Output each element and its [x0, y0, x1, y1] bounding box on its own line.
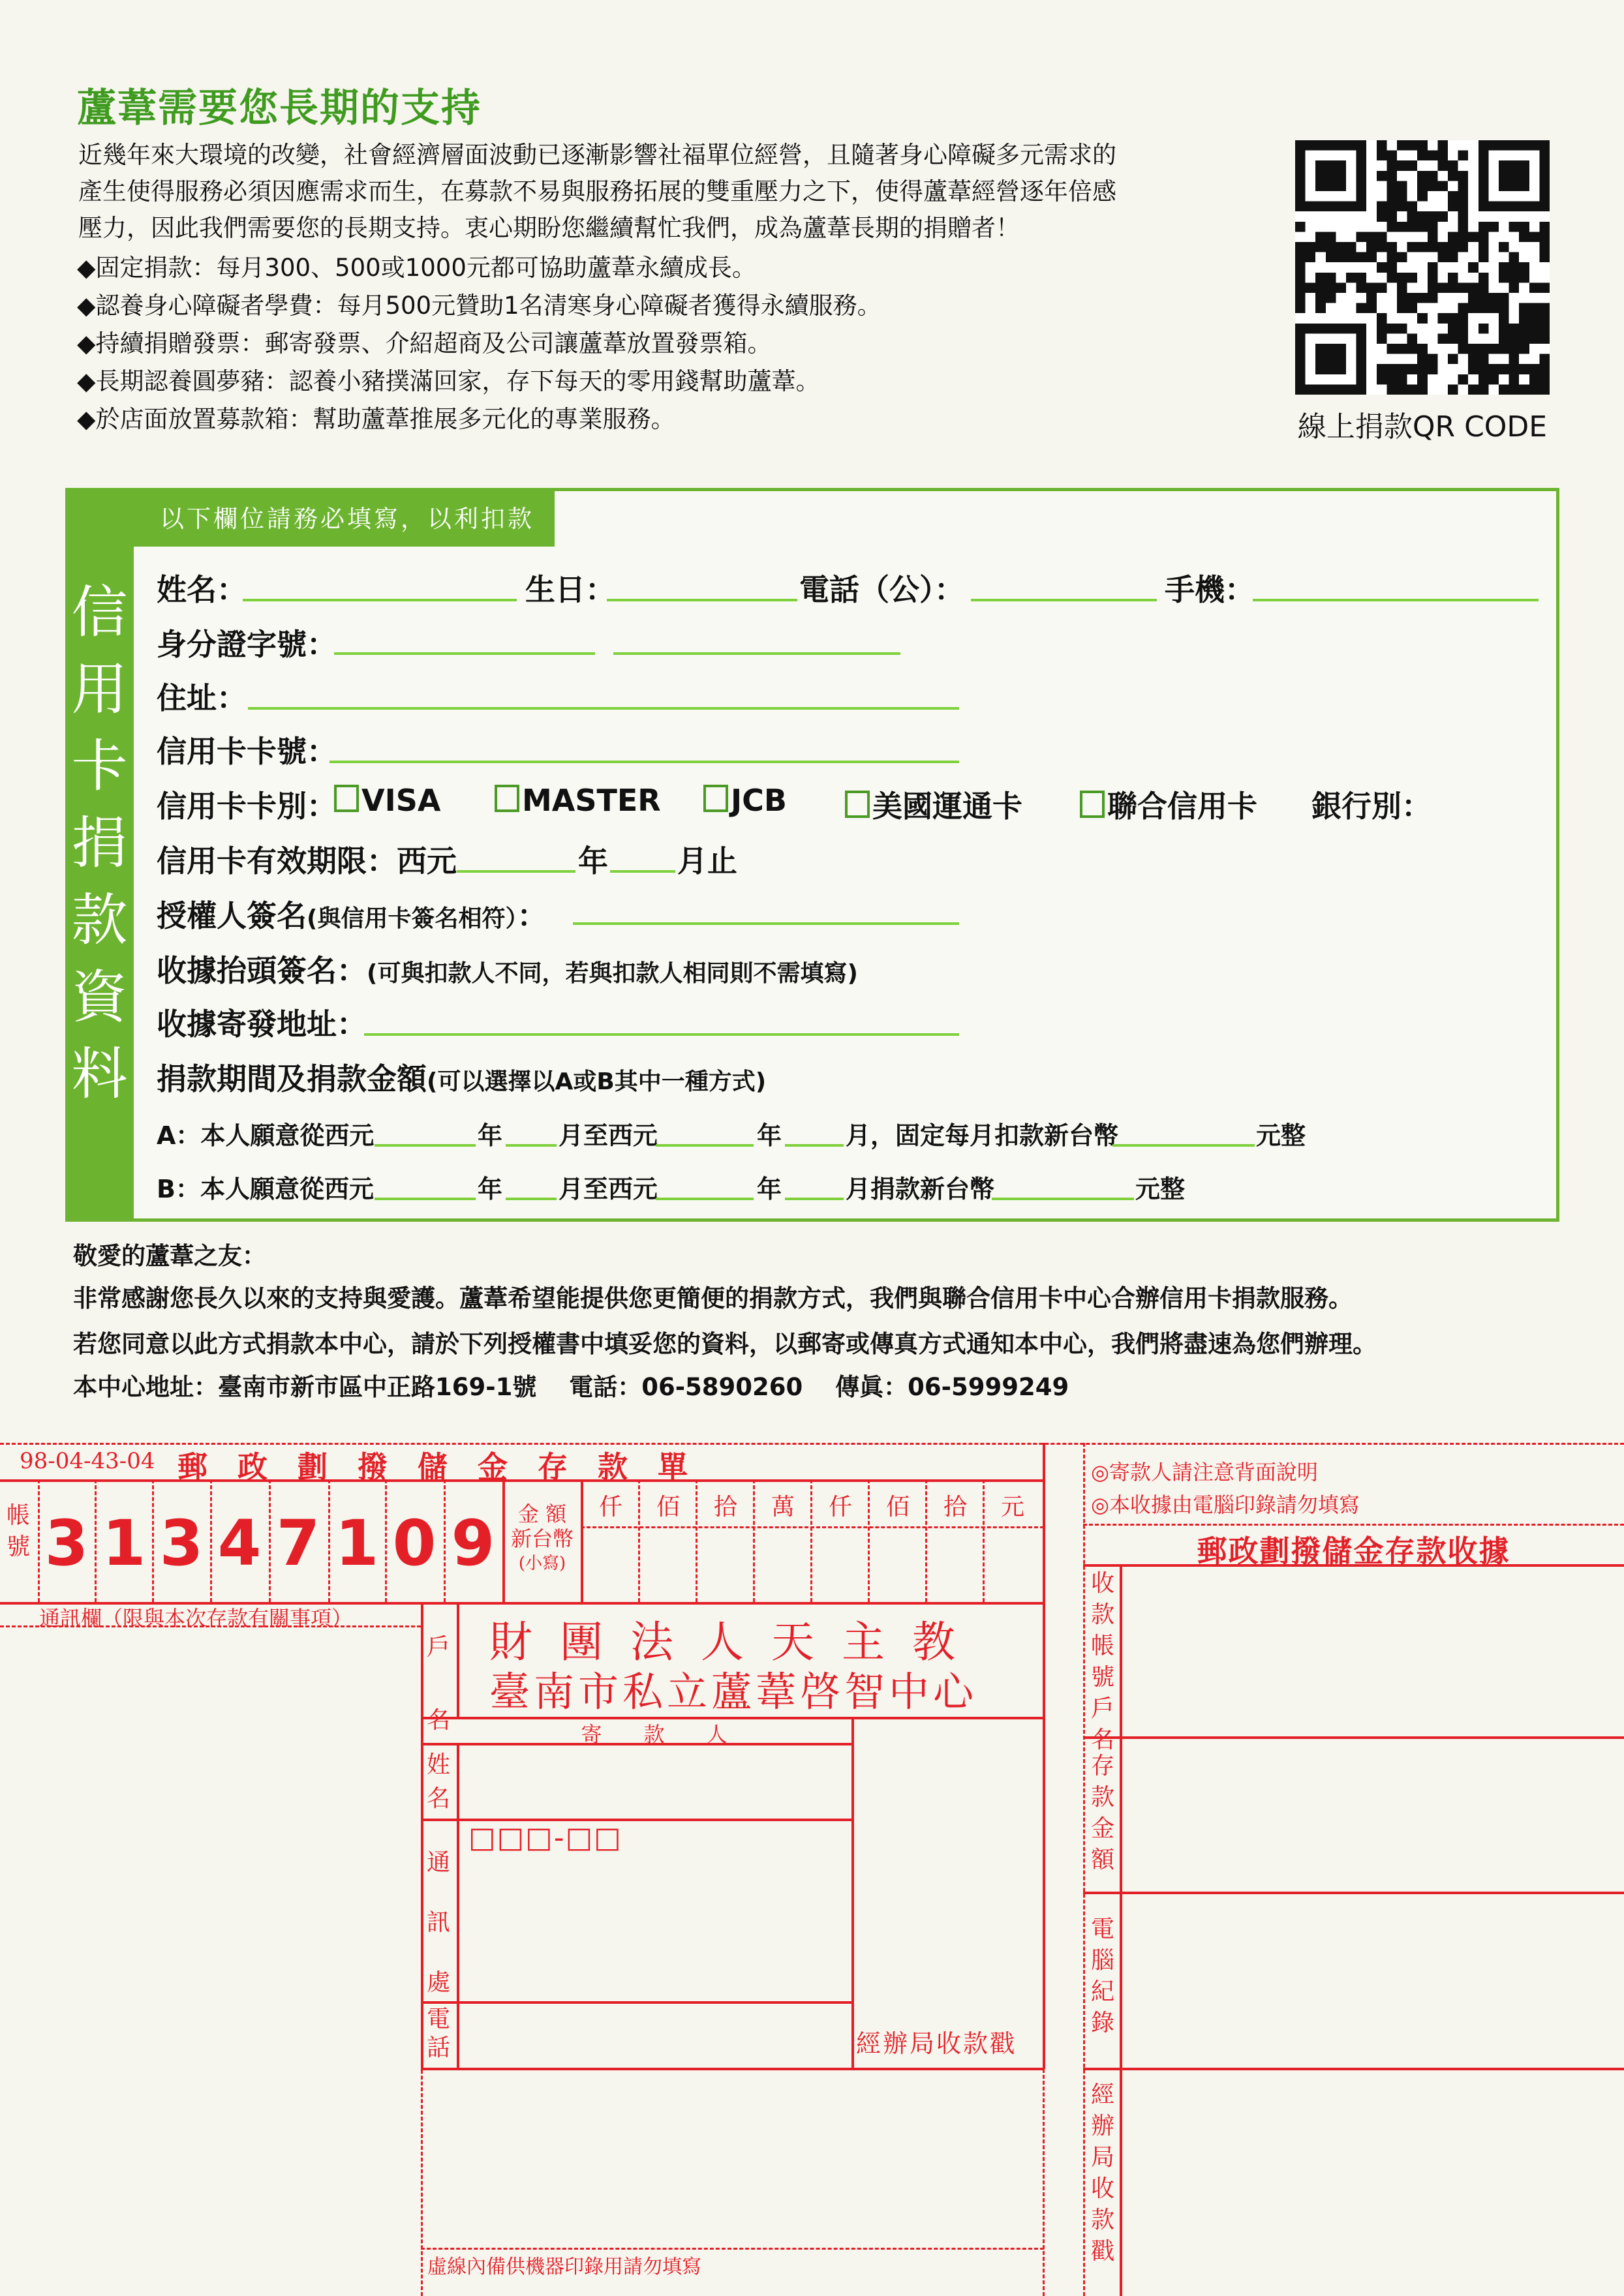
- postal-code-boxes[interactable]: □□□-□□: [468, 1821, 622, 1854]
- slip-line: [1083, 1443, 1085, 2296]
- slip-line: [638, 1479, 640, 1602]
- mobile-label: 手機：: [1165, 572, 1255, 607]
- slip-line: [1083, 1736, 1624, 1739]
- card-number-field[interactable]: [329, 761, 959, 763]
- slip-line: [502, 1479, 505, 1602]
- slip-line: [457, 1743, 459, 2069]
- checkbox[interactable]: [334, 785, 359, 812]
- expiry-year-field[interactable]: [457, 870, 575, 873]
- receipt-title-label: 收據抬頭簽名：(可與扣款人不同，若與扣款人相同則不需填寫): [157, 953, 858, 988]
- list-item: ◆持續捐贈發票：郵寄發票、介紹超商及公司讓蘆葦放置發票箱。: [77, 329, 772, 357]
- bank-label: 銀行別：: [1311, 789, 1432, 824]
- option-a-year-label: 年: [478, 1121, 503, 1150]
- name-label: 姓名：: [157, 572, 247, 607]
- id-number-field[interactable]: [334, 652, 595, 655]
- payee-label: 戶 名: [426, 1634, 450, 1734]
- slip-line: [421, 2068, 1044, 2070]
- option-a-year-label-2: 年: [757, 1121, 782, 1150]
- support-options-list: [77, 249, 881, 438]
- option-b-year-label: 年: [478, 1175, 503, 1203]
- signature-field[interactable]: [573, 922, 959, 925]
- option-a-amount-field[interactable]: [1112, 1144, 1255, 1147]
- sender-name-label: 姓 名: [426, 1751, 450, 1812]
- letter-line: 非常感謝您長久以來的支持與愛護。蘆葦希望能提供您更簡便的捐款方式，我們與聯合信用卡中心合辦信用卡捐款服務。: [73, 1284, 1353, 1312]
- machine-note: 虛線內備供機器印錄用請勿填寫: [427, 2256, 701, 2278]
- qr-code-label: 線上捐款QR CODE: [1297, 410, 1548, 444]
- slip-line: [0, 1479, 1044, 1482]
- slip-line: [581, 1526, 1044, 1528]
- address-field[interactable]: [248, 707, 959, 710]
- amount-unit: 萬: [771, 1494, 795, 1520]
- option-a-text: A：本人願意從西元: [157, 1121, 375, 1150]
- letter-greeting: 敬愛的蘆葦之友：: [73, 1242, 266, 1270]
- amount-unit: 元: [1000, 1494, 1024, 1520]
- slip-line: [421, 1602, 423, 2069]
- address-label: 住址：: [157, 680, 247, 716]
- amount-unit: 仟: [598, 1494, 622, 1520]
- expiry-month-field[interactable]: [610, 870, 675, 873]
- receipt-note: ◎寄款人請注意背面說明: [1091, 1460, 1318, 1485]
- receipt-account-label: 收 款 帳 號 戶 名: [1090, 1570, 1114, 1753]
- checkbox[interactable]: [1080, 791, 1105, 818]
- qr-code-icon[interactable]: [1295, 140, 1550, 395]
- slip-line: [1083, 1564, 1624, 1567]
- receipt-record-label: 電 腦 紀 錄: [1090, 1916, 1114, 2036]
- slip-line: [457, 1602, 459, 1717]
- account-digit: 4: [217, 1507, 262, 1580]
- id-number-field-extra[interactable]: [613, 652, 900, 655]
- account-digit: 3: [44, 1507, 89, 1580]
- option-a-start-month[interactable]: [506, 1144, 557, 1147]
- signature-label: 授權人簽名(與信用卡簽名相符）：: [157, 898, 547, 933]
- checkbox[interactable]: [845, 791, 870, 818]
- option-b-end-month[interactable]: [785, 1198, 844, 1200]
- amount-unit: 仟: [828, 1494, 852, 1520]
- slip-line: [421, 2248, 1044, 2250]
- stamp-label: 經辦局收款戳: [856, 2029, 1017, 2058]
- id-number-label: 身分證字號：: [157, 627, 337, 662]
- sender-address-label: 通 訊 處: [426, 1849, 450, 1996]
- amount-unit: 拾: [713, 1494, 737, 1520]
- slip-line: [1083, 1524, 1624, 1526]
- receipt-note: ◎本收據由電腦印錄請勿填寫: [1091, 1492, 1360, 1517]
- option-b-start-year[interactable]: [375, 1198, 476, 1200]
- letter-line: 若您同意以此方式捐款本中心，請於下列授權書中填妥您的資料，以郵寄或傳真方式通知本中心，我們將盡速為您們辦理。: [73, 1330, 1377, 1358]
- option-b-year-label-2: 年: [757, 1175, 782, 1203]
- expiry-label: 信用卡有效期限：西元: [157, 843, 457, 879]
- option-a-end-year[interactable]: [656, 1144, 754, 1147]
- slip-line: [1083, 1892, 1624, 1894]
- checkbox[interactable]: [495, 785, 519, 812]
- name-field[interactable]: [243, 599, 517, 601]
- option-a-end-month[interactable]: [785, 1144, 844, 1147]
- list-item: ◆固定捐款：每月300、500或1000元都可協助蘆葦永續成長。: [77, 254, 756, 282]
- option-b-start-month[interactable]: [506, 1198, 557, 1200]
- office-phone-field[interactable]: [971, 599, 1157, 601]
- expiry-year-label: 年: [578, 843, 608, 879]
- slip-line: [868, 1479, 870, 1602]
- option-b-text: B：本人願意從西元: [157, 1175, 374, 1203]
- birthday-label: 生日：: [525, 572, 615, 607]
- option-a-unit: 元整: [1256, 1121, 1306, 1150]
- slip-line: [925, 1479, 927, 1602]
- card-type-master[interactable]: MASTER: [495, 783, 661, 818]
- intro-line: 近幾年來大環境的改變，社會經濟層面波動已逐漸影響社福單位經營，且隨著身心障礙多元需求的: [78, 141, 1116, 169]
- payee-name-line1: 財團法人天主教: [489, 1617, 983, 1667]
- option-b-to-label: 月至西元: [559, 1175, 658, 1203]
- option-a-amount-label: 月，固定每月扣款新台幣: [846, 1121, 1119, 1150]
- card-type-amex[interactable]: 美國運通卡: [845, 783, 1022, 826]
- list-item: ◆於店面放置募款箱：幫助蘆葦推展多元化的專業服務。: [77, 405, 675, 433]
- intro-paragraph: [78, 137, 1240, 247]
- slip-code: 98-04-43-04: [20, 1448, 155, 1474]
- slip-line: [0, 1625, 421, 1627]
- sender-header: 寄 款 人: [581, 1722, 728, 1747]
- slip-line: [421, 2001, 851, 2004]
- card-type-jcb[interactable]: JCB: [703, 783, 787, 818]
- option-b-end-year[interactable]: [656, 1198, 754, 1200]
- option-b-unit: 元整: [1135, 1175, 1186, 1203]
- contact-info: 本中心地址：臺南市新市區中正路169-1號 電話：06-5890260 傳眞：06-5999249: [73, 1373, 1069, 1401]
- amount-label: 金 額 新台幣 (小寫): [510, 1502, 574, 1573]
- list-item: ◆長期認養圓夢豬：認養小豬撲滿回家，存下每天的零用錢幫助蘆葦。: [77, 367, 820, 395]
- list-item: ◆認養身心障礙者學費：每月500元贊助1名清寒身心障礙者獲得永續服務。: [77, 292, 881, 320]
- form-side-title: 信 用 卡 捐 款 資 料: [71, 580, 128, 1107]
- account-digit: 0: [392, 1507, 437, 1580]
- option-a-start-year[interactable]: [375, 1144, 476, 1147]
- page-title: 蘆葦需要您長期的支持: [77, 85, 482, 131]
- account-digit: 7: [276, 1507, 320, 1580]
- account-digit: 1: [335, 1507, 379, 1580]
- receipt-amount-label: 存 款 金 額: [1090, 1753, 1114, 1873]
- checkbox[interactable]: [703, 785, 728, 812]
- card-type-label: 信用卡卡別：: [157, 789, 337, 824]
- slip-line: [810, 1479, 812, 1602]
- option-a-to-label: 月至西元: [559, 1121, 658, 1150]
- amount-unit: 佰: [885, 1494, 910, 1520]
- card-type-visa[interactable]: VISA: [334, 783, 440, 818]
- donation-period-label: 捐款期間及捐款金額(可以選擇以A或B其中一種方式): [157, 1061, 767, 1096]
- intro-line: 產生使得服務必須因應需求而生，在募款不易與服務拓展的雙重壓力之下，使得蘆葦經營逐年倍感: [78, 177, 1116, 205]
- account-label: 帳 號: [6, 1502, 30, 1560]
- mobile-field[interactable]: [1253, 599, 1539, 601]
- payee-name-line2: 臺南市私立蘆葦啓智中心: [489, 1668, 978, 1715]
- amount-unit: 拾: [943, 1494, 967, 1520]
- receipt-stamp-label: 經 辦 局 收 款 戳: [1090, 2081, 1114, 2265]
- memo-label: 通訊欄（限與本次存款有關事項）: [39, 1606, 353, 1631]
- receipt-title: 郵政劃撥儲金存款收據: [1197, 1533, 1510, 1569]
- sender-phone-label: 電 話: [426, 2006, 450, 2061]
- slip-line: [753, 1479, 755, 1602]
- account-digit: 1: [102, 1507, 146, 1580]
- slip-line: [983, 1479, 985, 1602]
- form-required-tab: 以下欄位請務必填寫，以利扣款: [134, 491, 555, 547]
- slip-line: [1043, 2069, 1045, 2296]
- account-digit: 9: [451, 1507, 495, 1580]
- option-b-amount-field[interactable]: [992, 1198, 1134, 1200]
- slip-line: [851, 1717, 854, 2069]
- receipt-address-label: 收據寄發地址：: [157, 1006, 367, 1042]
- slip-line: [696, 1479, 697, 1602]
- card-type-union[interactable]: 聯合信用卡: [1080, 783, 1257, 826]
- card-number-label: 信用卡卡號：: [157, 734, 337, 769]
- receipt-address-field[interactable]: [364, 1033, 959, 1036]
- slip-line: [1083, 2068, 1624, 2070]
- slip-line: [421, 1743, 851, 1745]
- slip-line: [1043, 1443, 1045, 2069]
- account-digit: 3: [159, 1507, 204, 1580]
- amount-unit: 佰: [656, 1494, 680, 1520]
- office-phone-label: 電話（公）：: [799, 572, 964, 607]
- slip-title: 郵 政 劃 撥 儲 金 存 款 單: [177, 1449, 688, 1485]
- intro-line: 壓力，因此我們需要您的長期支持。衷心期盼您繼續幫忙我們，成為蘆葦長期的捐贈者！: [78, 214, 1020, 242]
- slip-line: [1120, 1564, 1122, 2296]
- expiry-month-label: 月止: [677, 843, 737, 879]
- birthday-field[interactable]: [607, 599, 797, 601]
- option-b-amount-label: 月捐款新台幣: [846, 1175, 995, 1203]
